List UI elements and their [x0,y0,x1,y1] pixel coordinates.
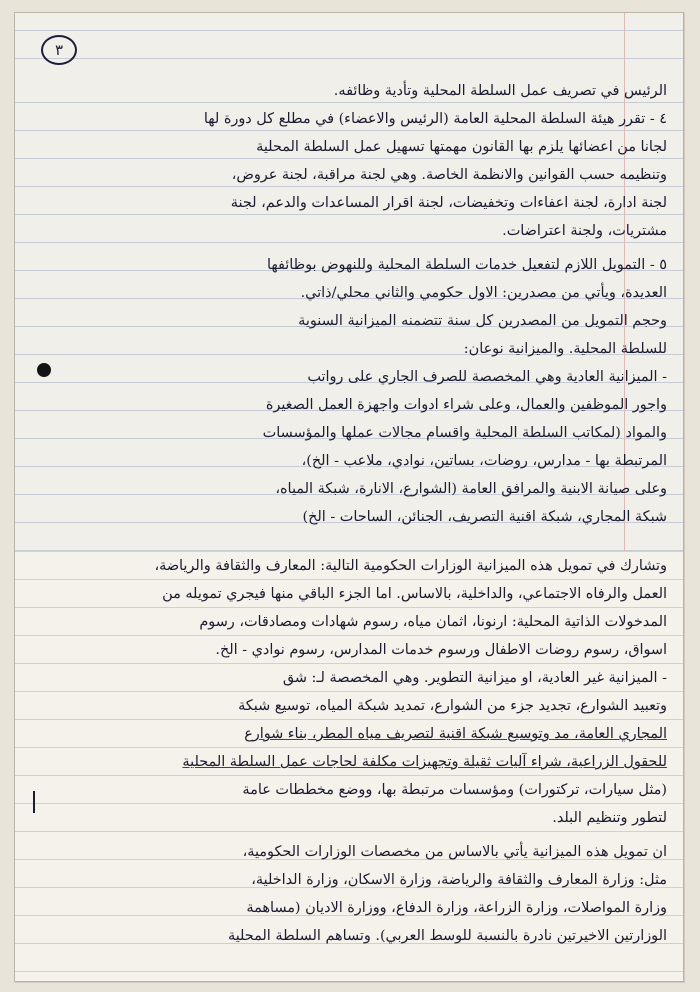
text-line: لجنة ادارة، لجنة اعفاءات وتخفيضات، لجنة اقرار المساعدات والدعم، لجنة [230,195,667,211]
text-line: لتطور وتنظيم البلد. [552,810,667,826]
text-line: العديدة، ويأتي من مصدرين: الاول حكومي والثاني محلي/ذاتي. [300,285,667,301]
page-number: ٣ [41,35,77,65]
text-line: (مثل سيارات، تركتورات) ومؤسسات مرتبطة بها، ووضع مخططات عامة [242,782,667,798]
text-line: لجانا من اعضائها يلزم بها القانون مهمتها تسهيل عمل السلطة المحلية [256,139,667,155]
text-line: والمواد (لمكاتب السلطة المحلية واقسام مجالات عملها والمؤسسات [262,425,667,441]
text-line: - الميزانية العادية وهي المخصصة للصرف الجاري على رواتب [307,369,667,385]
text-line: الرئيس في تصريف عمل السلطة المحلية وتأدية وظائفه. [333,83,667,99]
text-line: شبكة المجاري، شبكة اقنية التصريف، الجنائن، الساحات - الخ) [302,509,667,525]
text-line: اسواق، رسوم روضات الاطفال ورسوم خدمات المدارس، رسوم نوادي - الخ. [215,642,667,658]
margin-bracket-mark [33,791,35,813]
text-line: الوزارتين الاخيرتين نادرة بالنسبة للوسط العربي). وتساهم السلطة المحلية [227,928,667,944]
text-line: ٥ - التمويل اللازم لتفعيل خدمات السلطة المحلية وللنهوض بوظائفها [266,257,667,273]
text-line: ان تمويل هذه الميزانية يأتي بالاساس من مخصصات الوزارات الحكومية، [242,844,667,860]
lower-text [33,552,667,950]
text-line: العمل والرفاه الاجتماعي، والداخلية، بالاساس. اما الجزء الباقي منها فيجري تمويله من [162,586,667,602]
text-line: للسلطة المحلية. والميزانية نوعان: [463,341,667,357]
text-line: وتعبيد الشوارع، تجديد جزء من الشوارع، تمديد شبكة المياه، توسيع شبكة [238,698,667,714]
text-line: مشتريات، ولجنة اعتراضات. [502,223,667,239]
text-line: للحقول الزراعية، شراء آليات ثقيلة وتجهيزات مكلفة لحاجات عمل السلطة المحلية [182,754,667,770]
document-page [14,12,684,982]
text-line: مثل: وزارة المعارف والثقافة والرياضة، وزارة الاسكان، وزارة الداخلية، [251,872,667,888]
text-line: المرتبطة بها - مدارس، روضات، بساتين، نوادي، ملاعب - الخ)، [301,453,667,469]
text-line: وحجم التمويل من المصدرين كل سنة تتضمنه الميزانية السنوية [298,313,667,329]
text-line: وزارة المواصلات، وزارة الزراعة، وزارة الدفاع، ووزارة الاديان (مساهمة [246,900,667,916]
text-line: - الميزانية غير العادية، او ميزانية التطوير. وهي المخصصة لـ: شق [282,670,667,686]
text-line: واجور الموظفين والعمال، وعلى شراء ادوات واجهزة العمل الصغيرة [265,397,667,413]
text-line: المجاري العامة، مد وتوسيع شبكة اقنية لتصريف مياه المطر، بناء شوارع [244,726,667,742]
lower-sheet [15,551,683,982]
text-line: ٤ - تقرر هيئة السلطة المحلية العامة (الرئيس والاعضاء) في مطلع كل دورة لها [203,111,667,127]
text-line: المدخولات الذاتية المحلية: ارنونا، اثمان مياه، رسوم شهادات ومصادقات، رسوم [199,614,667,630]
text-line: وتنظيمه حسب القوانين والانظمة الخاصة. وهي لجنة مراقبة، لجنة عروض، [231,167,667,183]
upper-text [33,77,667,531]
text-line: وتشارك في تمويل هذه الميزانية الوزارات الحكومية التالية: المعارف والثقافة والرياضة، [154,558,667,574]
text-line: وعلى صيانة الابنية والمرافق العامة (الشوارع، الانارة، شبكة المياه، [275,481,667,497]
